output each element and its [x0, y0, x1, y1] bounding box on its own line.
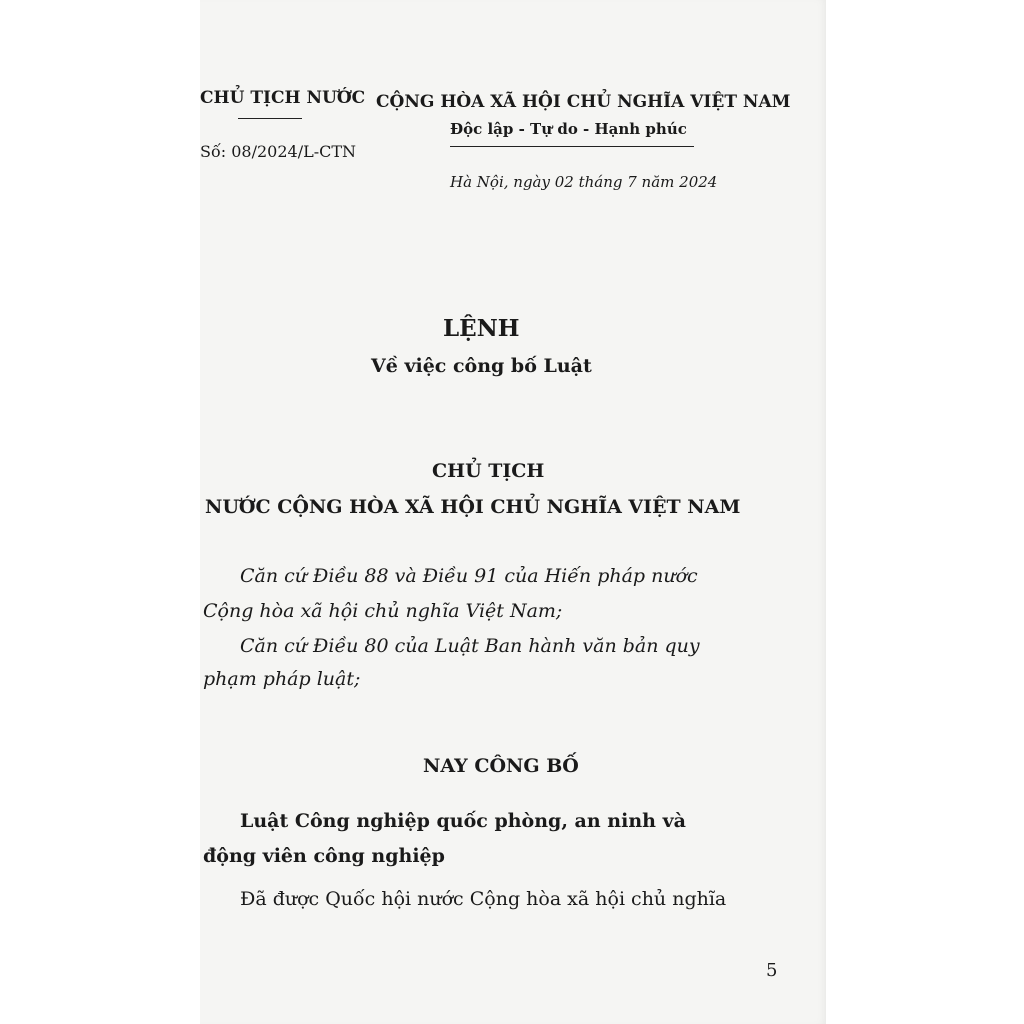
nation-name: CỘNG HÒA XÃ HỘI CHỦ NGHĨA VIỆT NAM — [376, 92, 791, 112]
president-heading-line2: NƯỚC CỘNG HÒA XÃ HỘI CHỦ NGHĨA VIỆT NAM — [205, 496, 741, 518]
motto-underline — [450, 146, 694, 147]
agency-underline — [238, 118, 302, 119]
place-date: Hà Nội, ngày 02 tháng 7 năm 2024 — [450, 173, 718, 191]
document-subtitle: Về việc công bố Luật — [371, 355, 592, 377]
law-name-line1: Luật Công nghiệp quốc phòng, an ninh và — [240, 810, 686, 832]
national-motto: Độc lập - Tự do - Hạnh phúc — [450, 120, 687, 138]
proclamation-heading: NAY CÔNG BỐ — [423, 755, 579, 777]
basis-1-line2: Cộng hòa xã hội chủ nghĩa Việt Nam; — [203, 600, 563, 622]
basis-2-line1: Căn cứ Điều 80 của Luật Ban hành văn bản quy — [240, 635, 700, 657]
document-number: Số: 08/2024/L-CTN — [200, 142, 357, 161]
president-heading-line1: CHỦ TỊCH — [432, 460, 545, 482]
passed-by-text: Đã được Quốc hội nước Cộng hòa xã hội chủ nghĩa — [240, 888, 727, 910]
basis-2-line2: phạm pháp luật; — [203, 668, 361, 690]
law-name-line2: động viên công nghiệp — [203, 845, 445, 867]
issuing-agency: CHỦ TỊCH NƯỚC — [200, 88, 366, 108]
document-title: LỆNH — [443, 315, 520, 342]
page-number: 5 — [766, 960, 778, 981]
basis-1-line1: Căn cứ Điều 88 và Điều 91 của Hiến pháp nước — [240, 565, 698, 587]
